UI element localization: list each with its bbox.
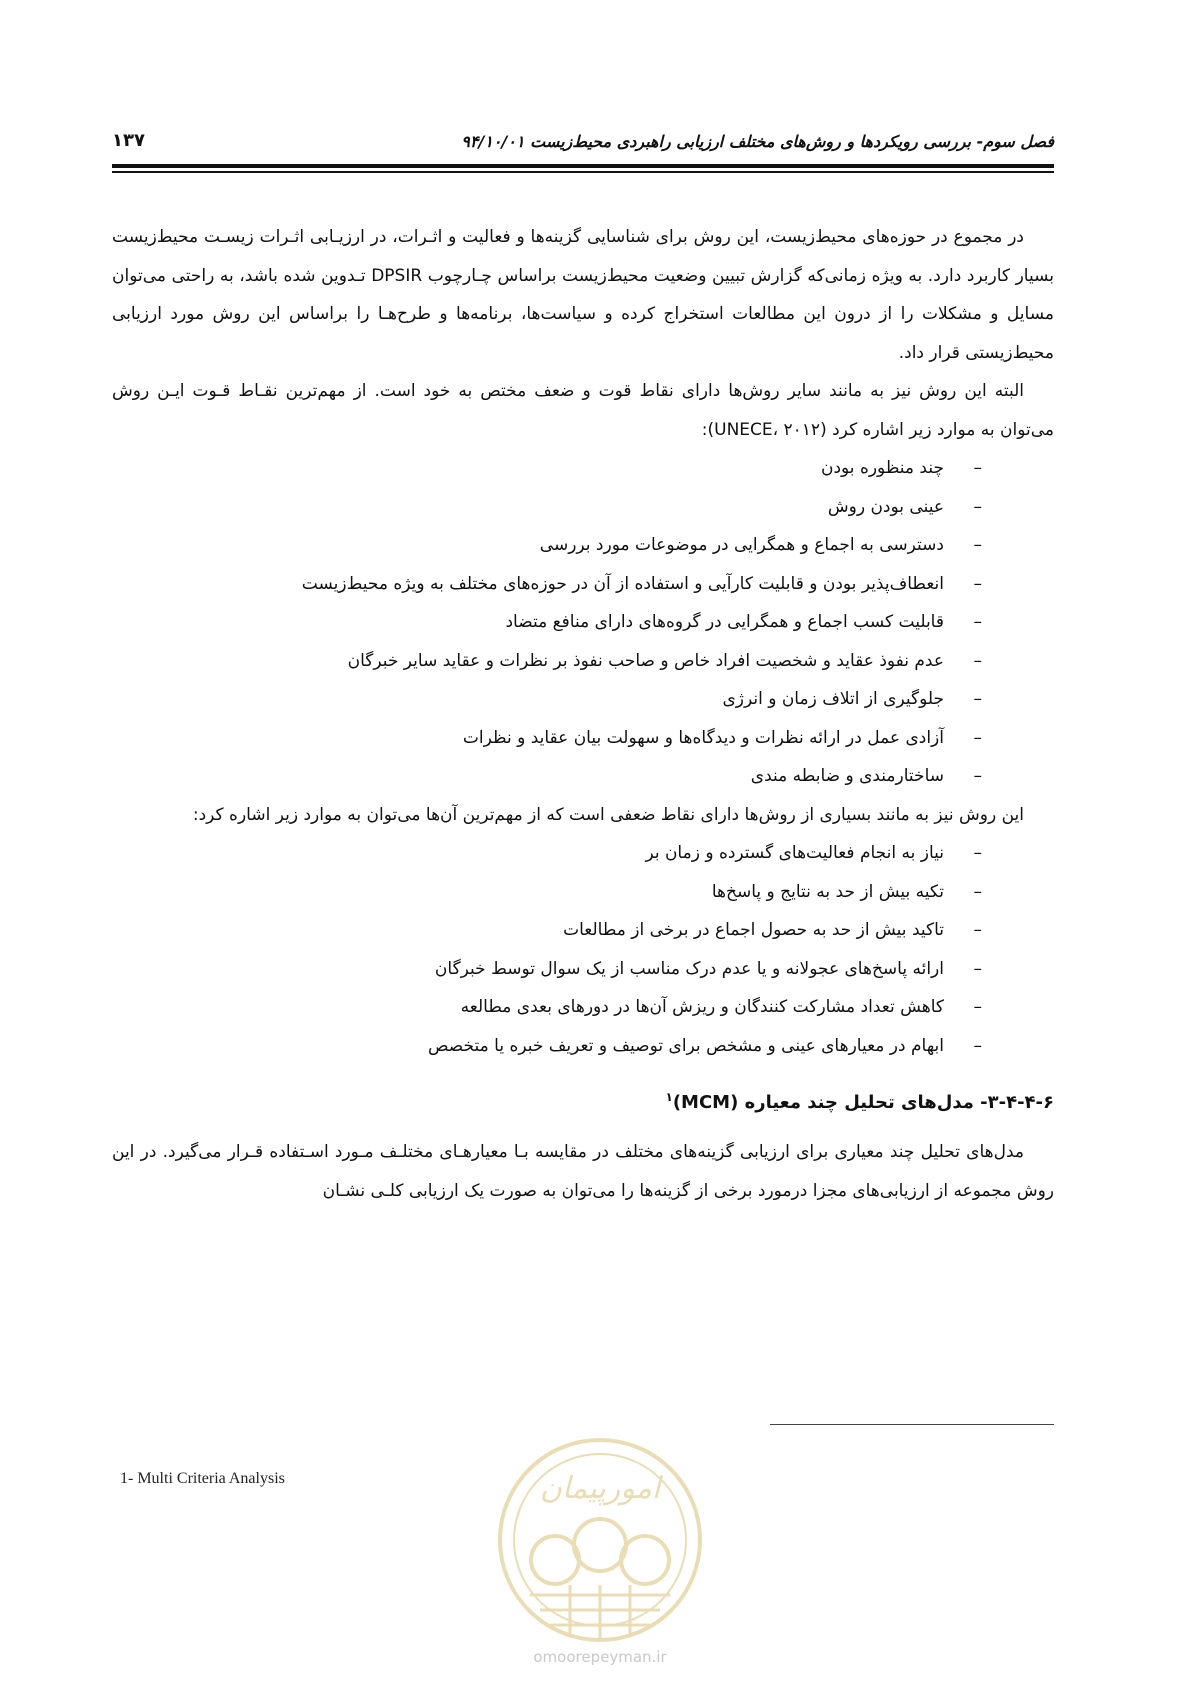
paragraph-2: البته این روش نیز به مانند سایر روش‌ها دارای نقاط قوت و ضعف مختص به خود است. از مهم‌ترین نقـاط قـوت ایـن روش می‌توان به موارد زیر اشاره کرد (UNECE، ۲۰۱۲): xyxy=(112,381,1054,440)
list-item: – ساختارمندی و ضابطه مندی xyxy=(112,757,982,796)
list-item: – جلوگیری از اتلاف زمان و انرژی xyxy=(112,680,982,719)
list-item: – تکیه بیش از حد به نتایج و پاسخ‌ها xyxy=(112,873,982,912)
list-item: – نیاز به انجام فعالیت‌های گسترده و زمان بر xyxy=(112,834,982,873)
dash-bullet: – xyxy=(973,689,982,709)
paragraph-3: این روش نیز به مانند بسیاری از روش‌ها دارای نقاط ضعفی است که از مهم‌ترین آن‌ها می‌توان به موارد زیر اشاره کرد: xyxy=(192,804,1024,825)
svg-text:امورپیمان: امورپیمان xyxy=(539,1471,661,1506)
running-header xyxy=(112,128,1054,162)
list-item: – قابلیت کسب اجماع و همگرایی در گروه‌های دارای منافع متضاد xyxy=(112,603,982,642)
list-item: – عدم نفوذ عقاید و شخصیت افراد خاص و صاحب نفوذ بر نظرات و عقاید سایر خبرگان xyxy=(112,642,982,681)
list-item: – کاهش تعداد مشارکت کنندگان و ریزش آن‌ها در دورهای بعدی مطالعه xyxy=(112,988,982,1027)
watermark-site: omoorepeyman.ir xyxy=(533,1648,667,1666)
header-rule-thin xyxy=(112,171,1054,173)
dash-bullet: – xyxy=(973,766,982,786)
page-number: ۱۳۷ xyxy=(112,130,145,151)
list-item: – آزادی عمل در ارائه نظرات و دیدگاه‌ها و سهولت بیان عقاید و نظرات xyxy=(112,719,982,758)
strengths-list xyxy=(112,449,1054,796)
footnote-rule xyxy=(770,1424,1054,1425)
list-item: – دسترسی به اجماع و همگرایی در موضوعات مورد بررسی xyxy=(112,526,982,565)
dash-bullet: – xyxy=(973,727,982,748)
dash-bullet: – xyxy=(973,881,982,902)
header-title: فصل سوم- بررسی رویکردها و روش‌های مختلف ارزیابی راهبردی محیط‌زیست ۹۴/۱۰/۰۱ xyxy=(461,132,1054,151)
section-heading-text: ۳-۴-۴-۶- مدل‌های تحلیل چند معیاره (MCM) xyxy=(672,1092,1054,1113)
footnote-ref: ۱ xyxy=(665,1090,673,1104)
list-item: – چند منظوره بودن xyxy=(112,449,982,488)
list-item: – ارائه پاسخ‌های عجولانه و یا عدم درک مناسب از یک سوال توسط خبرگان xyxy=(112,950,982,989)
dash-bullet: – xyxy=(973,958,982,979)
dash-bullet: – xyxy=(973,650,982,671)
list-item: – ابهام در معیارهای عینی و مشخص برای توصیف و تعریف خبره یا متخصص xyxy=(112,1027,982,1066)
dash-bullet: – xyxy=(973,458,982,478)
header-rule-thick xyxy=(112,164,1054,168)
list-item: – انعطاف‌پذیر بودن و قابلیت کارآیی و استفاده از آن در حوزه‌های مختلف به ویژه محیط‌زیست xyxy=(112,565,982,604)
paragraph-1: در مجموع در حوزه‌های محیط‌زیست، این روش برای شناسایی گزینه‌ها و فعالیت و اثـرات، در ارزیـابی اثـرات زیسـت محیط‌زیست بسیار کاربرد دارد. به ویژه زمانی‌که گزارش تبیین وضعیت محیط‌زیست براساس چـارچوب DPSIR تـدوین شده باشد، به راحتی می‌توان مسایل و مشکلات را از درون این مطالعات استخراج کرده و سیاست‌ها، برنامه‌ها و طرح‌هـا را براساس این روش مورد ارزیابی محیط‌زیستی قرار داد. xyxy=(112,227,1054,363)
dash-bullet: – xyxy=(973,535,982,555)
paragraph-4: مدل‌های تحلیل چند معیاری برای ارزیابی گزینه‌های مختلف در مقایسه بـا معیارهـای مختلـف مـورد اسـتفاده قـرار می‌گیرد. در این روش مجموعه از ارزیابی‌های مجزا درمورد برخی از گزینه‌ها را می‌توان به صورت یک ارزیابی کلـی نشـان xyxy=(112,1142,1054,1201)
dash-bullet: – xyxy=(973,1035,982,1056)
dash-bullet: – xyxy=(973,997,982,1017)
footnote-text: 1- Multi Criteria Analysis xyxy=(120,1470,285,1487)
body-text xyxy=(112,218,1054,1210)
list-item: – تاکید بیش از حد به حصول اجماع در برخی از مطالعات xyxy=(112,911,982,950)
dash-bullet: – xyxy=(973,612,982,632)
dash-bullet: – xyxy=(973,843,982,863)
list-item: – عینی بودن روش xyxy=(112,488,982,527)
dash-bullet: – xyxy=(973,573,982,594)
dash-bullet: – xyxy=(973,920,982,940)
watermark-logo-icon xyxy=(470,1420,730,1650)
section-heading xyxy=(112,1083,1054,1123)
weaknesses-list xyxy=(112,834,1054,1065)
dash-bullet: – xyxy=(973,496,982,517)
